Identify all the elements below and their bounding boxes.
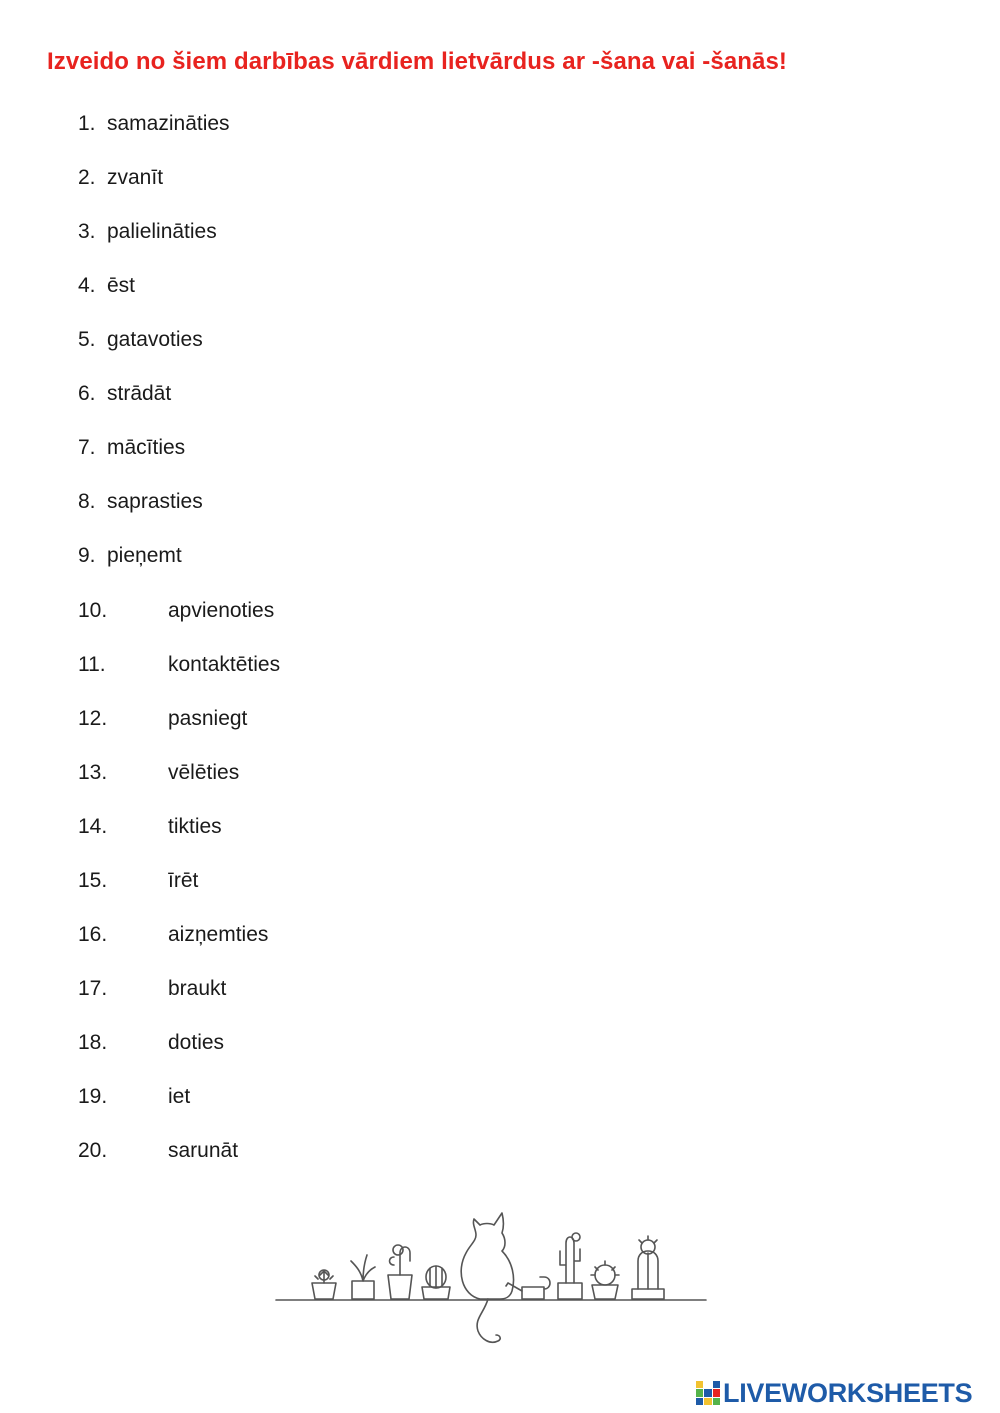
item-number: 5.: [78, 328, 96, 352]
item-word: mācīties: [107, 436, 186, 460]
cat-and-cactus-line-art-icon: [270, 1205, 715, 1360]
liveworksheets-logo-icon: [696, 1381, 720, 1405]
item-number: 9.: [78, 544, 96, 568]
item-word: saprasties: [107, 490, 203, 514]
item-word: gatavoties: [107, 328, 203, 352]
item-number: 1.: [78, 112, 96, 135]
item-word: samazināties: [107, 112, 230, 135]
brand-name: LIVEWORKSHEETS: [723, 1378, 973, 1408]
item-word: īrēt: [168, 868, 199, 892]
item-word: palielināties: [107, 220, 217, 244]
item-word: tikties: [168, 814, 222, 838]
item-number: 10.: [78, 598, 108, 622]
item-number: 20.: [78, 1139, 108, 1162]
item-number: 18.: [78, 1030, 108, 1054]
item-word: vēlēties: [168, 760, 240, 784]
item-word: zvanīt: [107, 166, 164, 190]
item-word: braukt: [168, 976, 227, 1000]
liveworksheets-brand: [696, 1378, 972, 1408]
item-word: aizņemties: [168, 922, 269, 946]
item-number: 6.: [78, 382, 96, 406]
item-word: sarunāt: [168, 1139, 239, 1162]
item-word: pasniegt: [168, 706, 248, 730]
item-word: kontaktēties: [168, 652, 281, 676]
item-number: 4.: [78, 274, 96, 298]
item-word: iet: [168, 1084, 191, 1108]
item-word: pieņemt: [107, 544, 182, 568]
item-number: 7.: [78, 436, 96, 460]
item-number: 3.: [78, 220, 96, 244]
item-number: 13.: [78, 760, 108, 784]
item-number: 17.: [78, 976, 108, 1000]
item-number: 8.: [78, 490, 96, 514]
item-number: 19.: [78, 1084, 108, 1108]
worksheet-title: Izveido no šiem darbības vārdiem lietvārdus ar -šana vai -šanās!: [47, 48, 788, 75]
item-word: strādāt: [107, 382, 172, 406]
item-number: 2.: [78, 166, 96, 190]
item-word: ēst: [107, 274, 136, 298]
item-word: apvienoties: [168, 598, 275, 622]
item-number: 11.: [78, 652, 106, 676]
item-number: 15.: [78, 868, 108, 892]
item-number: 12.: [78, 706, 108, 730]
item-number: 14.: [78, 814, 108, 838]
item-word: doties: [168, 1030, 225, 1054]
item-number: 16.: [78, 922, 108, 946]
